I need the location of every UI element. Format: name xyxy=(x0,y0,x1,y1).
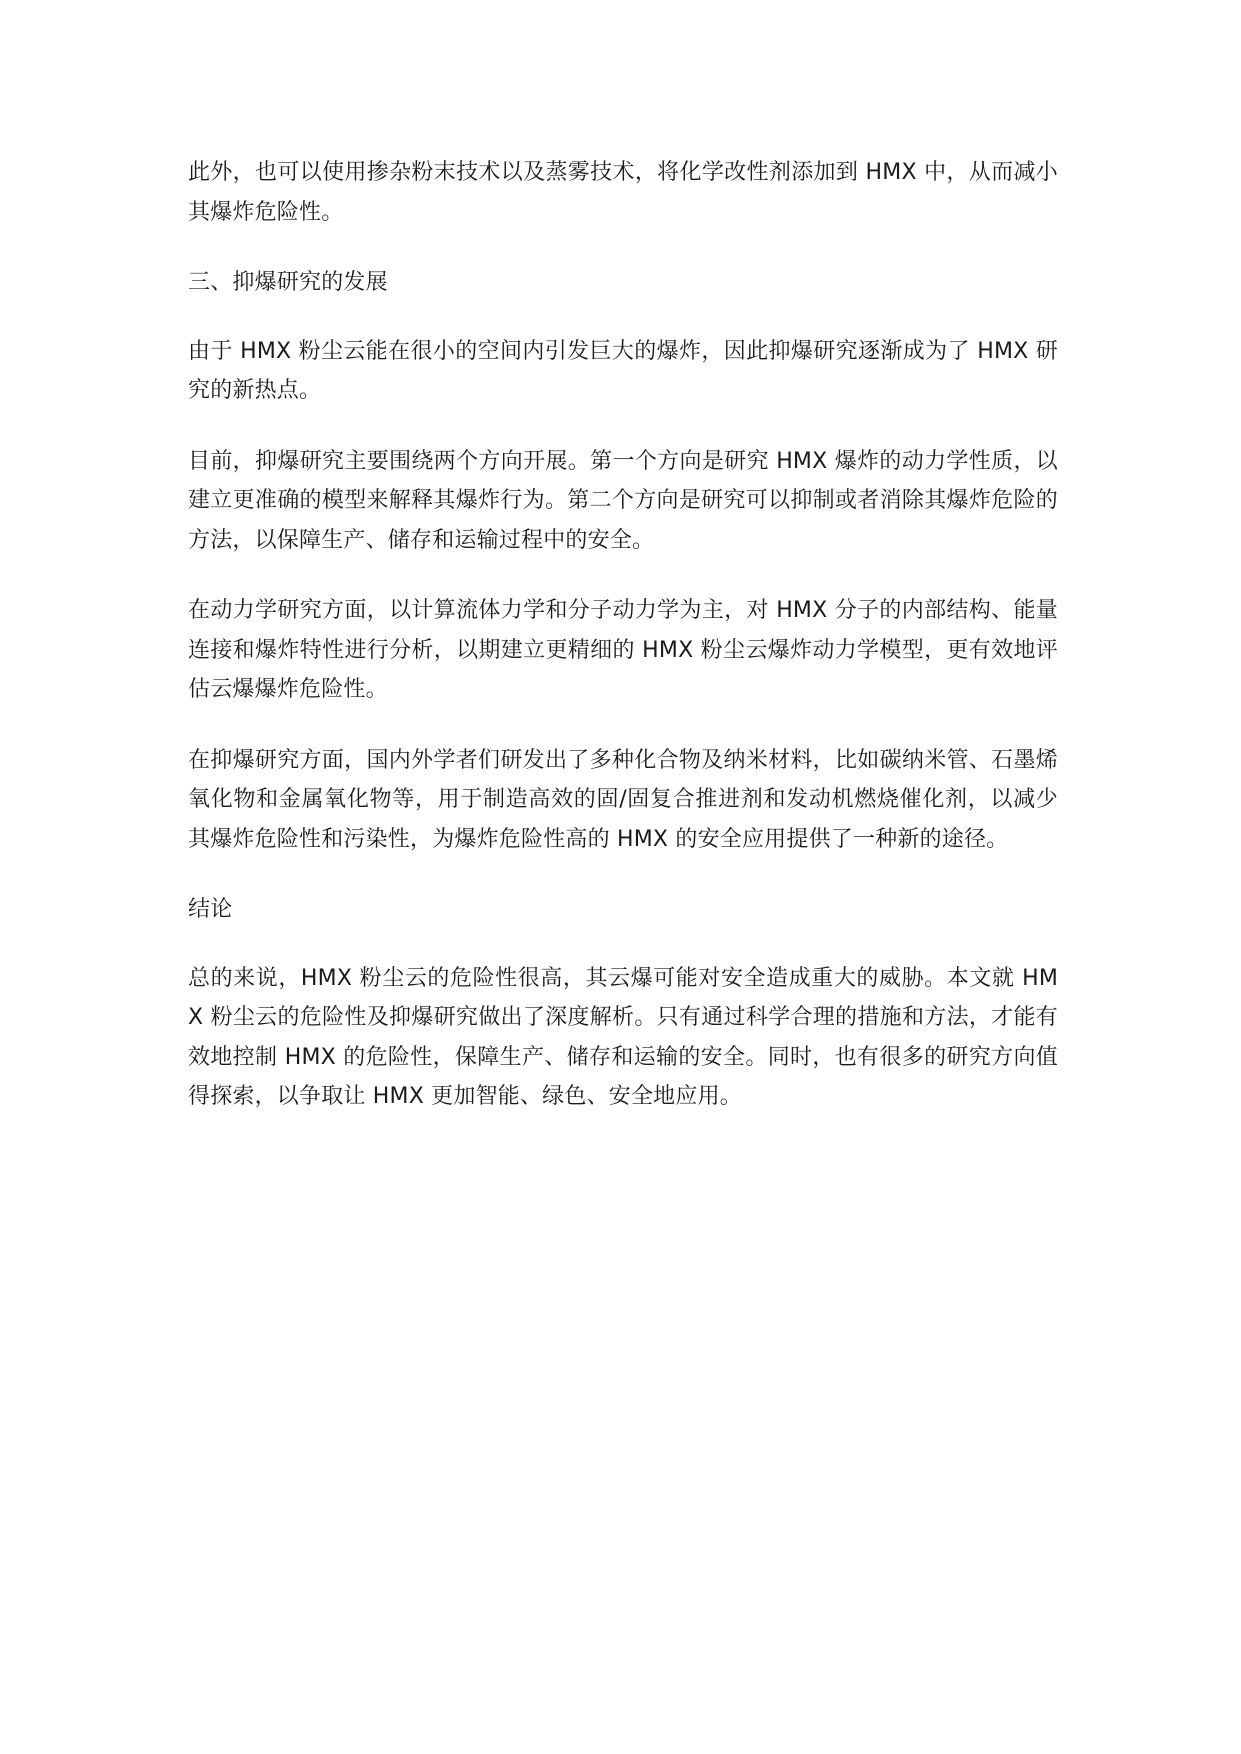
paragraph-research-hotspot: 由于 HMX 粉尘云能在很小的空间内引发巨大的爆炸，因此抑爆研究逐渐成为了 HMX 研究的新热点。 xyxy=(188,338,1058,403)
paragraph-suppression-research: 在抑爆研究方面，国内外学者们研发出了多种化合物及纳米材料，比如碳纳米管、石墨烯氧化物和金属氧化物等，用于制造高效的固/固复合推进剂和发动机燃烧催化剂，以减少其爆炸危险性和污染性，为爆炸危险性高的 HMX 的安全应用提供了一种新的途径。 xyxy=(188,747,1058,852)
section-heading-conclusion: 结论 xyxy=(188,897,233,922)
paragraph-research-directions: 目前，抑爆研究主要围绕两个方向开展。第一个方向是研究 HMX 爆炸的动力学性质，以建立更准确的模型来解释其爆炸行为。第二个方向是研究可以抑制或者消除其爆炸危险的方法，以保障生产、储存和运输过程中的安全。 xyxy=(188,448,1058,553)
paragraph-dynamics-research: 在动力学研究方面，以计算流体力学和分子动力学为主，对 HMX 分子的内部结构、能量连接和爆炸特性进行分析，以期建立更精细的 HMX 粉尘云爆炸动力学模型，更有效地评估云爆爆炸危险性。 xyxy=(188,598,1058,702)
paragraph-conclusion: 总的来说，HMX 粉尘云的危险性很高，其云爆可能对安全造成重大的威胁。本文就 HMX 粉尘云的危险性及抑爆研究做出了深度解析。只有通过科学合理的措施和方法，才能有效地控制 HMX 的危险性，保障生产、储存和运输的安全。同时，也有很多的研究方向值得探索，以争取让 HMX 更加智能、绿色、安全地应用。 xyxy=(188,965,1058,1109)
paragraph-additive-technique: 此外，也可以使用掺杂粉末技术以及蒸雾技术，将化学改性剂添加到 HMX 中，从而减小其爆炸危险性。 xyxy=(188,160,1058,225)
document-body xyxy=(188,153,1058,1148)
section-heading-development: 三、抑爆研究的发展 xyxy=(188,270,388,295)
